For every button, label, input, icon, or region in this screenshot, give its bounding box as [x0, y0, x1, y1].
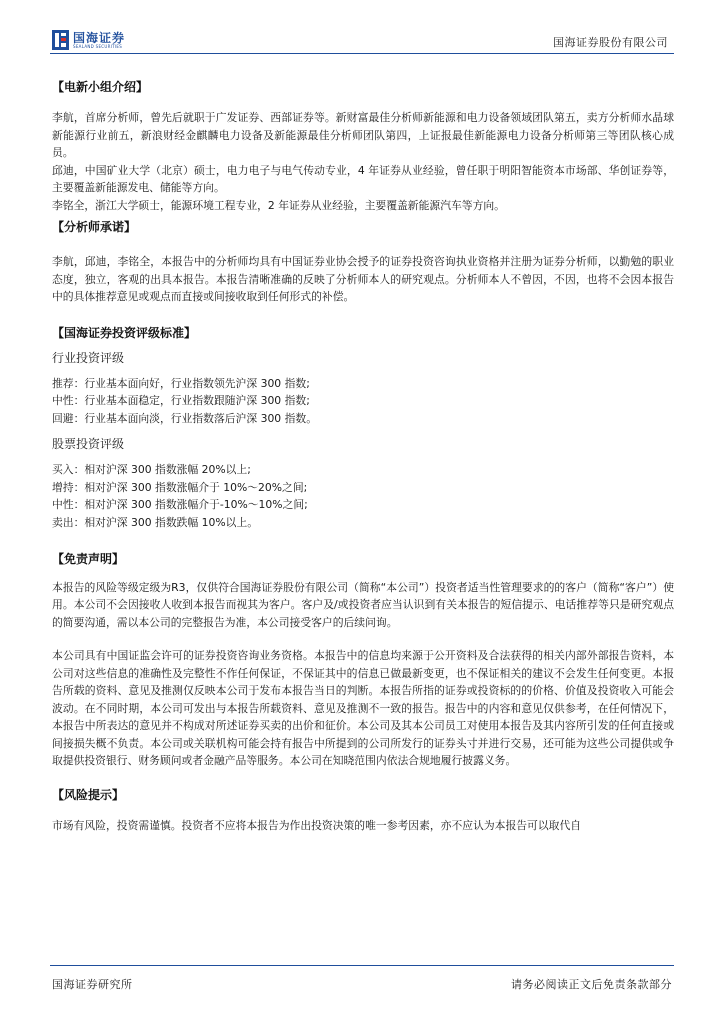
- industry-rating-avoid: 回避：行业基本面向淡，行业指数落后沪深 300 指数。: [52, 411, 318, 425]
- company-logo: [52, 30, 125, 50]
- section-title-pledge: 【分析师承诺】: [52, 220, 137, 234]
- stock-rating-label: 股票投资评级: [52, 437, 125, 452]
- pledge-paragraph: 李航，邱迪，李铭全，本报告中的分析师均具有中国证券业协会授予的证券投资咨询执业资格并注册为证券分析师，以勤勉的职业态度，独立，客观的出具本报告。本报告清晰准确的反映了分析师本人的研究观点。分析师本人不曾因，不因，也将不会因本报告中的具体推荐意见或观点而直接或间接收取到任何形式的补偿。: [52, 255, 674, 303]
- section-title-risk: 【风险提示】: [52, 787, 125, 802]
- industry-rating-recommend: 推荐：行业基本面向好，行业指数领先沪深 300 指数;: [52, 376, 310, 390]
- industry-rating-label: 行业投资评级: [52, 350, 125, 365]
- footer-institute: 国海证券研究所: [52, 978, 133, 991]
- header-company-name: 国海证券股份有限公司: [553, 36, 668, 49]
- risk-paragraph: 市场有风险，投资需谨慎。投资者不应将本报告为作出投资决策的唯一参考因素，亦不应认为本报告可以取代自: [52, 818, 582, 832]
- logo-cn-text: 国海证券: [73, 30, 126, 45]
- team-paragraph-liminquan: 李铭全，浙江大学硕士，能源环境工程专业，2 年证券从业经验，主要覆盖新能源汽车等方向。: [52, 198, 505, 212]
- stock-rating-overweight: 增持：相对沪深 300 指数涨幅介于 10%～20%之间;: [52, 480, 308, 494]
- disclaimer-paragraph-1: 本报告的风险等级定级为R3，仅供符合国海证券股份有限公司（简称“本公司”）投资者适当性管理要求的的客户（简称“客户”）使用。本公司不会因接收人收到本报告而视其为客户。客户及/或投资者应当认识到有关本报告的短信提示、电话推荐等只是研究观点的简要沟通，需以本公司的完整报告为准，本公司接受客户的后续问询。: [52, 580, 674, 629]
- footer-divider: [50, 965, 674, 966]
- logo-mark-icon: [52, 30, 69, 50]
- stock-rating-sell: 卖出：相对沪深 300 指数跌幅 10%以上。: [52, 516, 259, 530]
- section-title-ratings: 【国海证券投资评级标准】: [52, 325, 197, 340]
- page-content: [52, 78, 674, 834]
- industry-rating-neutral: 中性：行业基本面稳定，行业指数跟随沪深 300 指数;: [52, 394, 310, 408]
- section-title-team: 【电新小组介绍】: [52, 80, 149, 94]
- header-divider: [50, 53, 674, 54]
- team-paragraph-qiudi: 邱迪，中国矿业大学（北京）硕士，电力电子与电气传动专业，4 年证券从业经验，曾任职于明阳智能资本市场部、华创证券等，主要覆盖新能源发电、储能等方向。: [52, 163, 674, 194]
- stock-rating-neutral: 中性：相对沪深 300 指数涨幅介于-10%～10%之间;: [52, 498, 308, 512]
- footer-notice: 请务必阅读正文后免责条款部分: [511, 978, 672, 991]
- logo-en-text: SEALAND SECURITIES: [73, 43, 123, 49]
- stock-rating-buy: 买入：相对沪深 300 指数涨幅 20%以上;: [52, 463, 251, 477]
- page-header: [0, 0, 724, 58]
- disclaimer-paragraph-2: 本公司具有中国证监会许可的证券投资咨询业务资格。本报告中的信息均来源于公开资料及合法获得的相关内部外部报告资料，本公司对这些信息的准确性及完整性不作任何保证，不保证其中的信息已做最新变更，也不保证相关的建议不会发生任何变更。本报告所载的资料、意见及推测仅反映本公司于发布本报告当日的判断。本报告所指的证券或投资标的的价格、价值及投资收入可能会波动。在不同时期，本公司可发出与本报告所载资料、意见及推测不一致的报告。报告中的内容和意见仅供参考，在任何情况下，本报告中所表达的意见并不构成对所述证券买卖的出价和征价。本公司及其本公司员工对使用本报告及其内容所引发的任何直接或间接损失概不负责。本公司或关联机构可能会持有报告中所提到的公司所发行的证券头寸并进行交易，还可能为这些公司提供或争取提供投资银行、财务顾问或者金融产品等服务。本公司在知晓范围内依法合规地履行披露义务。: [52, 649, 674, 768]
- section-title-disclaimer: 【免责声明】: [52, 551, 125, 566]
- team-paragraph-lihang: 李航，首席分析师，曾先后就职于广发证券、西部证券等。新财富最佳分析师新能源和电力设备领域团队第五，卖方分析师水晶球新能源行业前五，新浪财经金麒麟电力设备及新能源最佳分析师团队第四，上证报最佳新能源电力设备分析师第三等团队核心成员。: [52, 111, 674, 159]
